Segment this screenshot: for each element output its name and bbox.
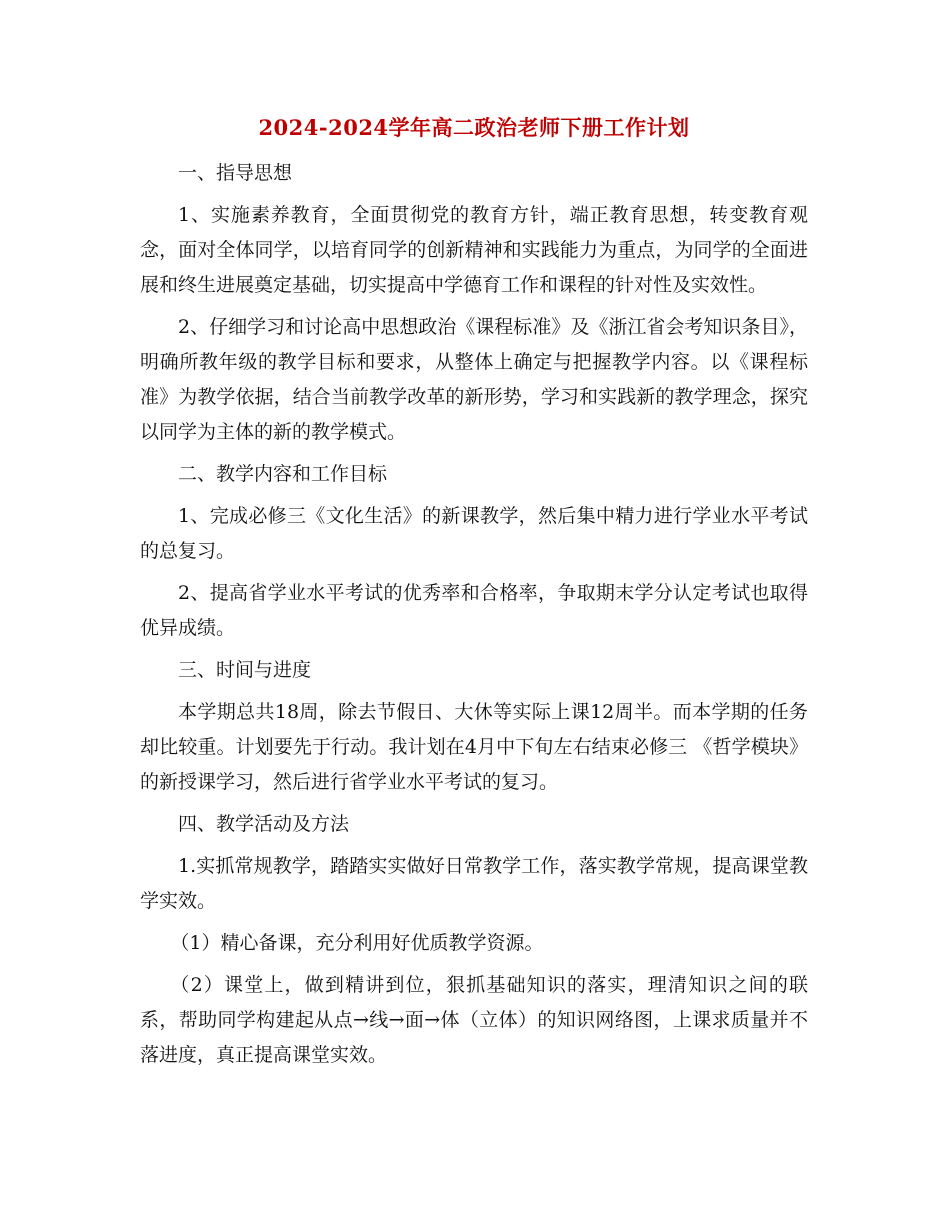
paragraph: 1.实抓常规教学，踏踏实实做好日常教学工作，落实教学常规，提高课堂教学实效。 [140,855,808,912]
sub-paragraph: （1）精心备课，充分利用好优质教学资源。 [170,932,544,954]
paragraph: 2、提高省学业水平考试的优秀率和合格率，争取期末学分认定考试也取得优异成绩。 [140,582,808,639]
section-heading-activities: 四、教学活动及方法 [178,813,350,835]
sub-paragraph: （2）课堂上，做到精讲到位，狠抓基础知识的落实，理清知识之间的联系，帮助同学构建起从点→线→面→体（立体）的知识网络图，上课求质量并不落进度，真正提高课堂实效。 [140,974,808,1066]
paragraph: 本学期总共18周，除去节假日、大休等实际上课12周半。而本学期的任务却比较重。计划要先于行动。我计划在4月中下旬左右结束必修三 《哲学模块》的新授课学习，然后进行省学业水平考试的复习。 [140,701,808,793]
paragraph: 2、仔细学习和讨论高中思想政治《课程标准》及《浙江省会考知识条目》，明确所教年级的教学目标和要求，从整体上确定与把握教学内容。以《课程标准》为教学依据，结合当前教学改革的新形势，学习和实践新的教学理念，探究以同学为主体的新的教学模式。 [140,316,808,443]
paragraph: 1、完成必修三《文化生活》的新课教学，然后集中精力进行学业水平考试的总复习。 [140,505,808,562]
document-title: 2024-2024学年高二政治老师下册工作计划 [258,115,690,140]
section-heading-guiding-thought: 一、指导思想 [178,162,293,184]
paragraph: 1、实施素养教育，全面贯彻党的教育方针，端正教育思想，转变教育观念，面对全体同学，以培育同学的创新精神和实践能力为重点，为同学的全面进展和终生进展奠定基础，切实提高中学德育工作和课程的针对性及实效性。 [140,204,808,296]
document-body [140,112,808,1080]
section-heading-schedule: 三、时间与进度 [178,659,312,681]
section-heading-content-goals: 二、教学内容和工作目标 [178,463,388,485]
